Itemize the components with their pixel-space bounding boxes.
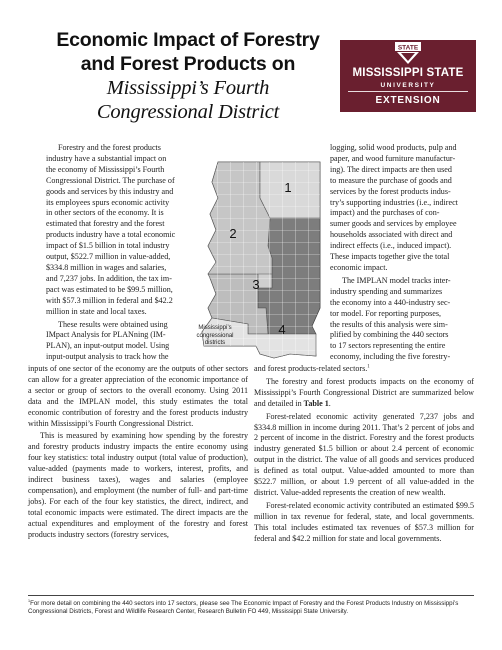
left-line-14: with $57.3 million in federal and $42.2	[46, 295, 173, 305]
right-line-11: economic impact.	[330, 262, 388, 272]
right-line-1: paper, and wood furniture manufactur-	[330, 153, 456, 163]
right-line-12: The IMPLAN model tracks inter-	[342, 275, 451, 285]
page-title	[38, 28, 338, 124]
left-line-17: IMpact Analysis for PLANning (IM-	[46, 330, 166, 340]
right-line-6: impact) and the purchases of con-	[330, 208, 440, 218]
map-caption-line-3: districts	[204, 340, 226, 346]
paragraph-key-statistics: This is measured by examining how spending by the forestry and forestry products industry impacts the entire economy using four key statistics: total industry output (total value of production), value-added (payments made to workers, interest, profits, and indirect business taxes), wages and salaries (employee compensation), and employment (the number of full- and part-time jobs). For each of the four key statistics, the direct, indirect, and total economic impacts were estimated. The direct impacts are the actual expenditures and employment of the forestry and forest products industry sectors (forestry services,	[28, 431, 248, 539]
seal-text: STATE	[397, 44, 419, 52]
right-line-19: economy, including the five forestry-	[330, 352, 451, 362]
left-line-9: impact of $1.5 billion in total industry	[46, 241, 170, 251]
left-line-4: goods and services by this industry and	[46, 186, 174, 196]
right-line-10: These impacts together give the total	[330, 252, 450, 262]
right-line-9: indirect effects (i.e., induced impact).	[330, 241, 452, 251]
footnote-text: For more detail on combining the 440 sectors into 17 sectors, please see The Economic Impact of Forestry and the Forest Products Industry on Mississippi’s Congressional Districts, Forest and Wildlife Research Center, Research Bulletin FO 449, Mississippi State University.	[28, 600, 459, 616]
left-line-13: pact was estimated to be $99.5 million,	[46, 284, 173, 294]
left-line-10: output, $522.7 million in value-added,	[46, 252, 171, 262]
footnote	[28, 600, 474, 617]
state-banner-icon	[392, 42, 424, 70]
logo-university: UNIVERSITY	[380, 82, 436, 89]
right-line-8: households associated with direct and	[330, 230, 453, 240]
right-line-5: try’s supporting industries (i.e., indirect	[330, 197, 458, 207]
left-line-2: the economy of Mississippi’s Fourth	[46, 164, 165, 174]
right-line-4: services by the forest products indus-	[330, 186, 451, 196]
map-caption-line-2: congressional	[196, 332, 234, 339]
title-line-2: and Forest Products on	[80, 53, 296, 75]
right-line-18: to 17 sectors representing the entire	[330, 341, 446, 351]
footnote-marker: 1	[28, 598, 31, 603]
left-line-15: million in state and local taxes.	[46, 306, 147, 316]
right-line-2: ing). The direct impacts are then used	[330, 164, 452, 174]
left-line-11: $334.8 million in wages and salaries,	[46, 262, 167, 272]
left-line-19: input-output analysis to track how the	[46, 352, 169, 362]
map-caption	[190, 325, 240, 348]
left-line-12: and 7,237 jobs. In addition, the tax im-	[46, 273, 172, 283]
left-line-8: products industry have a total economic	[46, 230, 176, 240]
left-line-16: These results were obtained using	[58, 319, 168, 329]
left-line-18: PLAN), an input-output model. Using	[46, 341, 170, 351]
paragraph-tax-revenue: Forest-related economic activity contributed an estimated $99.5 million in tax revenue for federal, state, and local governments. This total includes estimated tax revenues of $57.3 million for federal and $42.2 million for state and local governments.	[254, 500, 474, 543]
right-line-15: tor model. For reporting purposes,	[330, 308, 442, 318]
right-line-16: the results of this analysis were sim-	[330, 319, 448, 329]
paragraph-sectors-tail	[254, 364, 474, 375]
sectors-tail-text: and forest products-related sectors.	[254, 364, 368, 373]
logo-extension: EXTENSION	[375, 95, 441, 106]
district-label-1: 1	[284, 180, 292, 195]
right-line-7: sumer goods and services by employee	[330, 219, 457, 229]
map-caption-line-1: Mississippi’s	[198, 325, 232, 331]
paragraph-implan-cont: inputs of one sector of the economy are the outputs of other sectors can allow for a greater appreciation of the economic importance of a sector or group of sectors to the overall economy. Using 2011 data and the IMPLAN model, this study estimates the total economic contribution of forestry and the forest products industry within Mississippi’s Fourth Congressional District.	[28, 364, 248, 428]
district-label-2: 2	[229, 226, 237, 241]
right-line-13: industry spending and summarizes	[330, 286, 443, 296]
logo-divider	[348, 91, 468, 92]
left-line-7: estimated that forestry and the forest	[46, 219, 165, 229]
logo-name: MISSISSIPPI STATE	[352, 67, 464, 79]
footnote-divider	[28, 595, 474, 596]
paragraph-summary	[254, 377, 474, 410]
right-line-14: the economy into a 440-industry sec-	[330, 297, 451, 307]
left-column-bottom	[28, 364, 248, 541]
right-column-top	[330, 143, 470, 363]
footnote-ref: 1	[367, 364, 370, 370]
right-column-bottom	[254, 364, 474, 545]
title-line-4: Congressional District	[96, 101, 280, 123]
district-label-4: 4	[278, 322, 286, 337]
title-line-1: Economic Impact of Forestry	[56, 29, 320, 51]
paragraph-jobs-income: Forest-related economic activity generated 7,237 jobs and $334.8 million in income during 2011. That’s 2 percent of jobs and 2 percent of income in the district. Forestry and the forest products industry generated $1.5 billion or about 2.4 percent of economic output in the district. The value of all goods and services produced is defined as total output. Value-added amounted to more than $522.7 million, or about 1.9 percent of all value-added in the district. Value-added represents the creation of new wealth.	[254, 411, 474, 497]
left-line-6: in other sectors of the economy. It is	[46, 208, 164, 218]
right-line-3: to measure the purchase of goods and	[330, 175, 452, 185]
left-line-5: its employees spurs economic activity	[46, 197, 170, 207]
left-line-3: Congressional District. The purchase of	[46, 175, 175, 185]
right-line-17: plified by combining the 440 sectors	[330, 330, 449, 340]
msu-extension-logo	[340, 40, 476, 112]
table-1-ref: Table 1	[303, 398, 329, 408]
district-label-3: 3	[252, 277, 260, 292]
left-column-top	[46, 143, 184, 363]
title-line-3: Mississippi’s Fourth	[106, 77, 270, 99]
left-line-0: Forestry and the forest products	[58, 143, 161, 152]
right-line-0: logging, solid wood products, pulp and	[330, 143, 457, 152]
summary-end: .	[328, 398, 331, 408]
summary-text: The forestry and forest products impacts on the economy of Mississippi’s Fourth Congressional District are summarized below and detailed in	[254, 376, 474, 408]
left-line-1: industry have a substantial impact on	[46, 153, 167, 163]
